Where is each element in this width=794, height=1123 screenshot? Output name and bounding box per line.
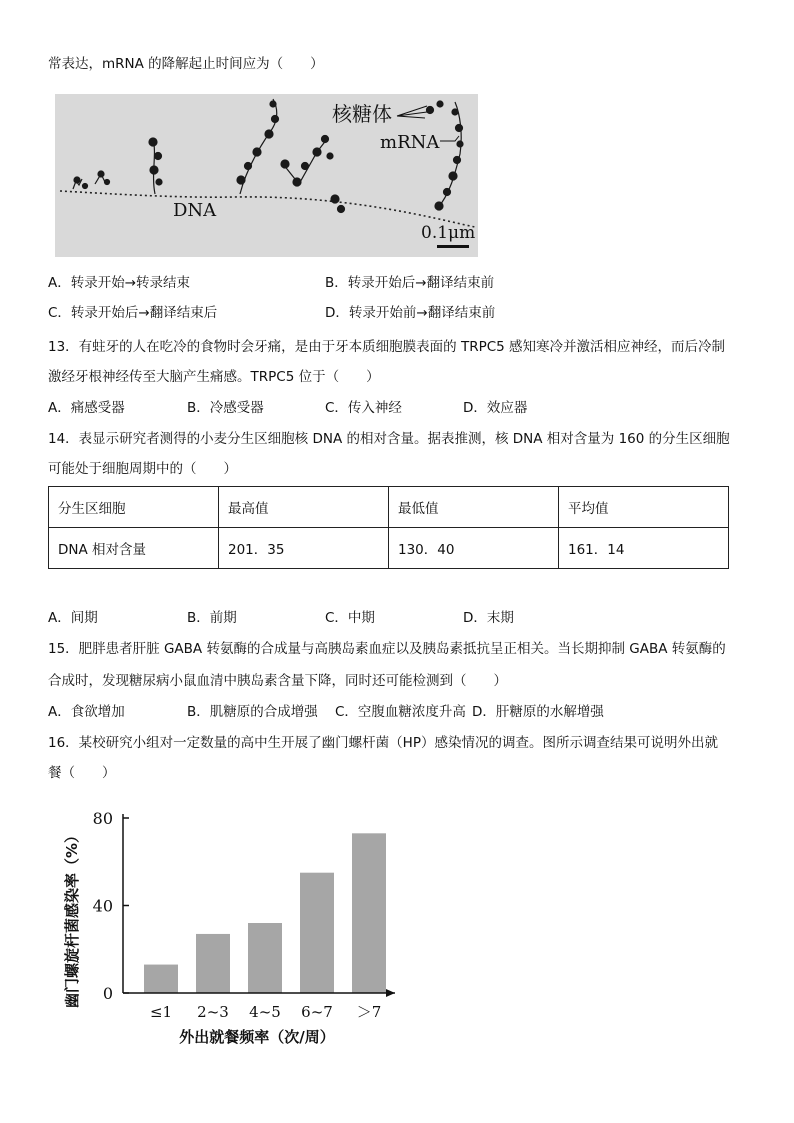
table-cell: 130．40 xyxy=(389,528,559,569)
q13-option-a: A．痛感受器 xyxy=(48,400,125,416)
dna-content-table xyxy=(48,486,729,569)
q13-option-c: C．传入神经 xyxy=(325,400,402,416)
bar xyxy=(196,934,230,993)
x-tick-label: 6~7 xyxy=(301,1003,333,1021)
bar xyxy=(352,833,386,993)
y-tick-label: 40 xyxy=(92,896,113,916)
table-cell: 161．14 xyxy=(559,528,729,569)
q15-option-c: C．空腹血糖浓度升高 xyxy=(335,704,466,720)
table-header-row xyxy=(49,487,729,528)
q12-option-c: C．转录开始后→翻译结束后 xyxy=(48,305,218,321)
x-tick-label: 4~5 xyxy=(249,1003,281,1021)
table-cell: DNA 相对含量 xyxy=(49,528,219,569)
dna-label: DNA xyxy=(173,200,217,221)
q15-option-b: B．肌糖原的合成增强 xyxy=(187,704,318,720)
hp-infection-chart xyxy=(55,800,415,1060)
q15-option-d: D．肝糖原的水解增强 xyxy=(472,704,604,720)
table-header-cell: 最低值 xyxy=(389,487,559,528)
micrograph-drawing xyxy=(55,94,478,257)
mrna-label: mRNA xyxy=(380,132,440,153)
x-axis-arrow xyxy=(386,989,395,997)
q14-stem-line2: 可能处于细胞周期中的（ ） xyxy=(48,461,237,477)
x-tick-label: ＞7 xyxy=(356,1003,382,1021)
q14-stem-line1: 14．表显示研究者测得的小麦分生区细胞核 DNA 的相对含量。据表推测，核 DNA 相对含量为 160 的分生区细胞 xyxy=(48,431,730,447)
q15-option-a: A．食欲增加 xyxy=(48,704,125,720)
q14-option-d: D．末期 xyxy=(463,610,514,626)
y-tick-label: 80 xyxy=(92,809,113,828)
x-tick-label: 2~3 xyxy=(197,1003,229,1021)
q14-option-c: C．中期 xyxy=(325,610,375,626)
x-tick-label: ≤1 xyxy=(149,1003,173,1021)
y-axis-label: 幽门螺旋杆菌感染率（%） xyxy=(63,827,81,1009)
q15-stem-line1: 15．肥胖患者肝脏 GABA 转氨酶的合成量与高胰岛素血症以及胰岛素抵抗呈正相关。当长期抑制 GABA 转氨酶的 xyxy=(48,641,726,657)
q13-stem-line1: 13．有蛀牙的人在吃冷的食物时会牙痛，是由于牙本质细胞膜表面的 TRPC5 感知寒冷并激活相应神经，而后冷制 xyxy=(48,339,726,355)
q14-option-a: A．间期 xyxy=(48,610,98,626)
x-axis-label: 外出就餐频率（次/周） xyxy=(179,1028,335,1046)
q12-option-a: A．转录开始→转录结束 xyxy=(48,275,191,291)
chart-svg xyxy=(55,800,415,1060)
micrograph-figure xyxy=(55,94,478,257)
table-header-cell: 最高值 xyxy=(219,487,389,528)
q13-option-b: B．冷感受器 xyxy=(187,400,264,416)
q13-option-d: D．效应器 xyxy=(463,400,528,416)
scale-label: 0.1μm xyxy=(421,223,476,243)
bar xyxy=(248,923,282,993)
table-row xyxy=(49,528,729,569)
q13-stem-line2: 激经牙根神经传至大脑产生痛感。TRPC5 位于（ ） xyxy=(48,369,380,385)
y-tick-label: 0 xyxy=(102,984,113,1003)
table-header-cell: 平均值 xyxy=(559,487,729,528)
q14-option-b: B．前期 xyxy=(187,610,237,626)
q12-stem: 常表达，mRNA 的降解起止时间应为（ ） xyxy=(48,56,324,72)
q16-stem-line2: 餐（ ） xyxy=(48,765,116,781)
ribosome-label: 核糖体 xyxy=(332,102,392,126)
bar xyxy=(300,873,334,993)
table-header-cell: 分生区细胞 xyxy=(49,487,219,528)
table-cell: 201．35 xyxy=(219,528,389,569)
bar xyxy=(144,965,178,993)
q16-stem-line1: 16．某校研究小组对一定数量的高中生开展了幽门螺杆菌（HP）感染情况的调查。图所示调查结果可说明外出就 xyxy=(48,735,718,751)
q12-option-b: B．转录开始后→翻译结束前 xyxy=(325,275,495,291)
q15-stem-line2: 合成时，发现糖尿病小鼠血清中胰岛素含量下降，同时还可能检测到（ ） xyxy=(48,673,507,689)
q12-option-d: D．转录开始前→翻译结束前 xyxy=(325,305,496,321)
